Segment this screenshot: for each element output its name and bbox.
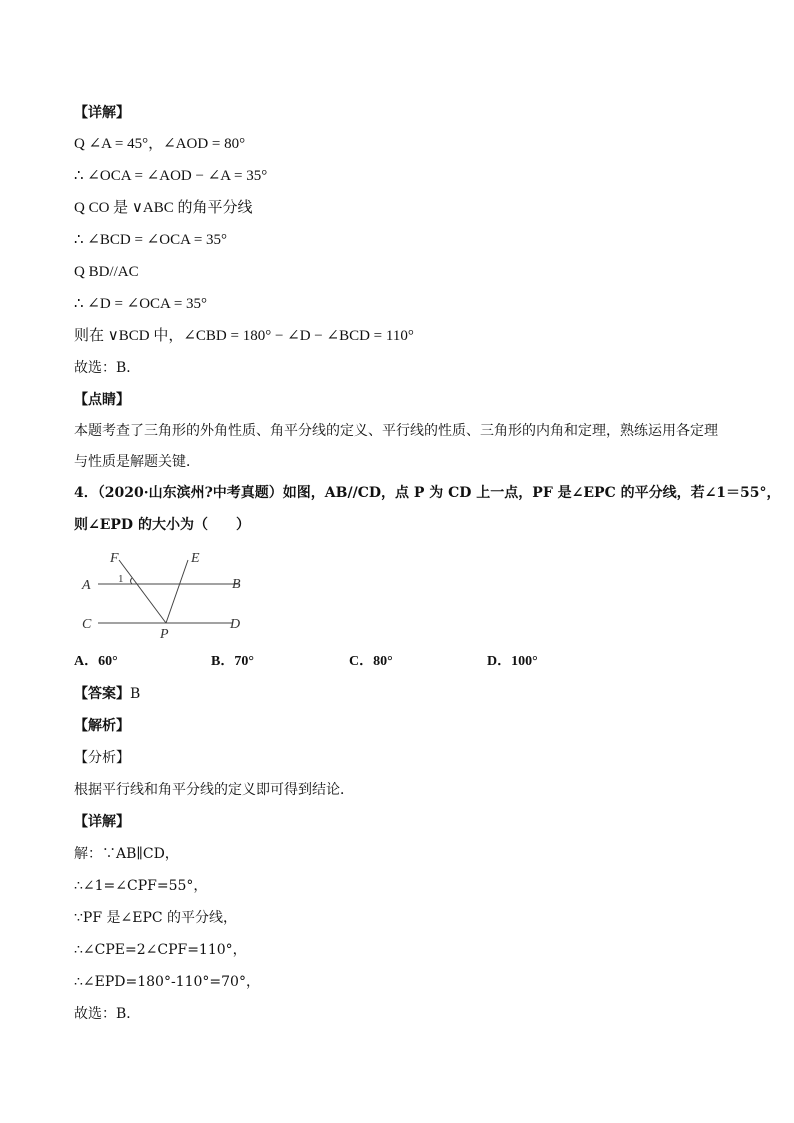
option-c: C．80° <box>349 654 393 669</box>
detail2-line: 故选：B． <box>74 1006 141 1022</box>
label-e: E <box>191 551 200 566</box>
label-p: P <box>160 627 169 640</box>
comment-text-line2: 与性质是解题关键． <box>74 454 200 470</box>
question-stem-line2: 则∠EPD 的大小为（ ） <box>74 517 250 533</box>
detail2-heading: 【详解】 <box>74 814 130 830</box>
detail2-line: ∴∠EPD=180°-110°=70°， <box>74 974 260 990</box>
angle1-arc <box>131 578 133 584</box>
question-stem-line1: 4．（2020·山东滨州?中考真题）如图，AB//CD，点 P 为 CD 上一点，PF 是∠EPC 的平分线，若∠1＝55°， <box>74 485 781 501</box>
comment-heading: 【点睛】 <box>74 392 130 408</box>
option-a: A．60° <box>74 654 118 669</box>
label-a: A <box>82 578 91 593</box>
analysis-text: 根据平行线和角平分线的定义即可得到结论． <box>74 782 354 798</box>
detail-line: ∴ ∠BCD = ∠OCA = 35° <box>74 232 228 248</box>
detail-line: ∴ ∠D = ∠OCA = 35° <box>74 296 208 312</box>
label-angle1: 1 <box>118 573 124 585</box>
label-f: F <box>110 551 119 566</box>
detail-line: 则在 ∨BCD 中，∠CBD = 180° − ∠D − ∠BCD = 110° <box>74 328 414 344</box>
analysis-subheading: 【分析】 <box>74 750 130 766</box>
label-d: D <box>230 617 241 632</box>
detail-heading: 【详解】 <box>74 105 130 121</box>
detail2-line: ∴∠CPE=2∠CPF=110°， <box>74 942 247 958</box>
line-pf <box>119 560 166 623</box>
detail2-line: 解：∵AB∥CD， <box>74 846 179 862</box>
answer-value: B <box>130 686 141 702</box>
option-b: B．70° <box>211 654 254 669</box>
label-c: C <box>82 617 92 632</box>
detail2-line: ∵PF 是∠EPC 的平分线， <box>74 910 238 926</box>
analysis-heading: 【解析】 <box>74 718 130 734</box>
answer-label: 【答案】 <box>74 686 130 702</box>
line-pe <box>166 560 188 623</box>
answer-row <box>74 684 140 704</box>
detail-line: Q BD//AC <box>74 264 139 280</box>
detail-line: Q CO 是 ∨ABC 的角平分线 <box>74 200 253 216</box>
detail-line: Q ∠A = 45°，∠AOD = 80° <box>74 136 246 152</box>
geometry-figure <box>80 548 260 640</box>
detail-line: 故选：B． <box>74 360 141 376</box>
label-b: B <box>232 577 241 592</box>
comment-text-line1: 本题考查了三角形的外角性质、角平分线的定义、平行线的性质、三角形的内角和定理，熟练运用各定理 <box>74 423 718 439</box>
detail-line: ∴ ∠OCA = ∠AOD − ∠A = 35° <box>74 168 268 184</box>
detail2-line: ∴∠1=∠CPF=55°， <box>74 878 208 894</box>
option-d: D．100° <box>487 654 538 669</box>
